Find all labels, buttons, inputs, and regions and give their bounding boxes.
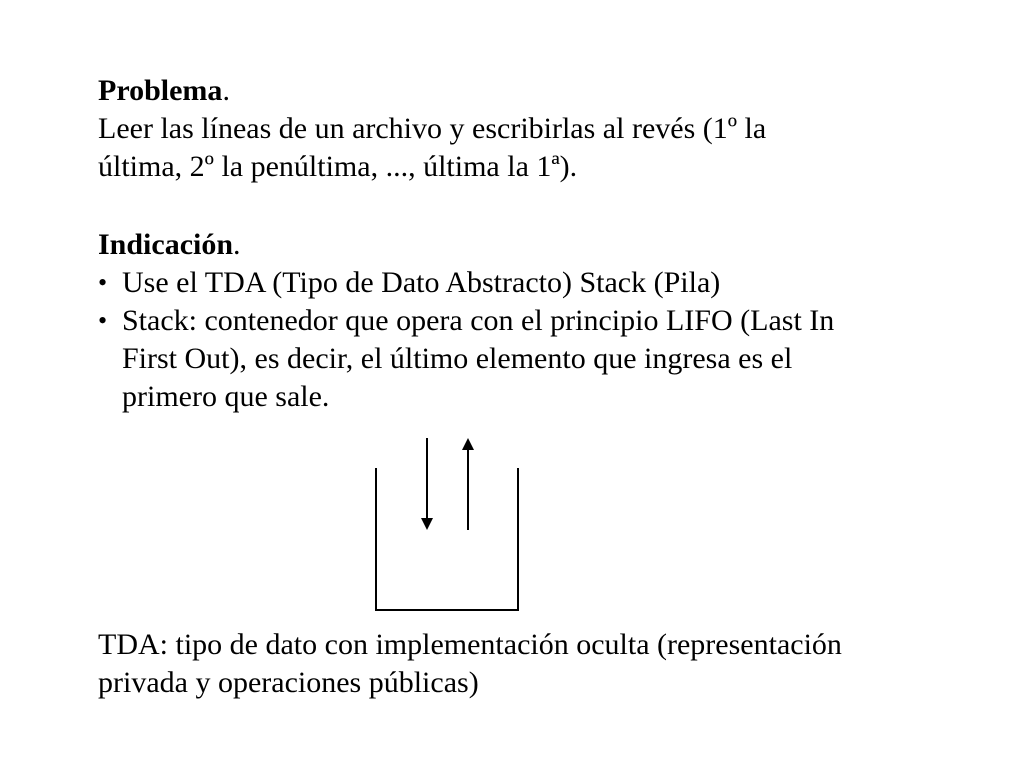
- hint-bullet-2-line-1: Stack: contenedor que opera con el principio LIFO (Last In: [122, 304, 835, 337]
- problem-text-line-2: última, 2º la penúltima, ..., última la 1ª).: [98, 150, 578, 183]
- pop-arrowhead-icon: [462, 438, 474, 450]
- hint-heading-punct: .: [233, 228, 241, 261]
- bullet-icon: •: [98, 306, 108, 335]
- push-arrowhead-icon: [421, 518, 433, 530]
- tda-text-line-1: TDA: tipo de dato con implementación oculta (representación: [98, 628, 842, 661]
- problem-section: [98, 72, 978, 186]
- problem-text-line-1: Leer las líneas de un archivo y escribirlas al revés (1º la: [98, 112, 767, 145]
- tda-text-line-2: privada y operaciones públicas): [98, 666, 479, 699]
- hint-bullet-1-line-1: Use el TDA (Tipo de Dato Abstracto) Stack (Pila): [122, 266, 721, 299]
- problem-heading: [98, 72, 978, 110]
- hint-bullet-2: [98, 302, 978, 416]
- hint-bullet-list: [98, 264, 978, 416]
- stack-container-diagram: [360, 430, 540, 620]
- hint-heading: [98, 226, 978, 264]
- hint-bullet-2-line-2: First Out), es decir, el último elemento que ingresa es el: [122, 342, 793, 375]
- problem-heading-punct: .: [222, 74, 230, 107]
- hint-section: [98, 226, 978, 416]
- bullet-icon: •: [98, 268, 108, 297]
- tda-section: [98, 626, 978, 702]
- hint-bullet-1: [98, 264, 978, 302]
- stack-container-outline: [376, 468, 518, 610]
- hint-bullet-2-line-3: primero que sale.: [122, 380, 330, 413]
- problem-heading-text: Problema: [98, 74, 223, 107]
- hint-heading-text: Indicación: [98, 228, 234, 261]
